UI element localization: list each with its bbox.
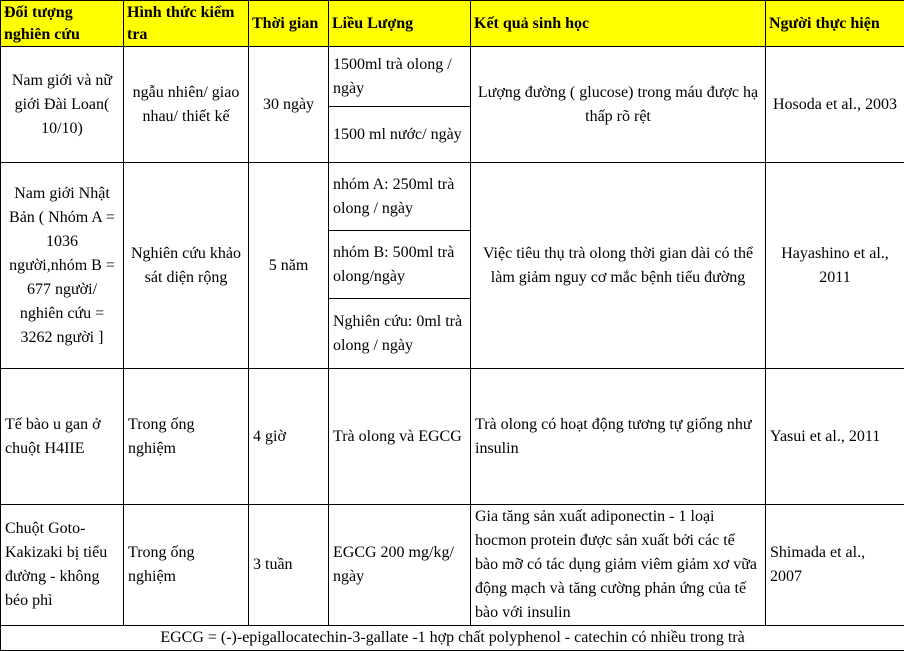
table-row — [1, 47, 904, 107]
cell-subject: Nam giới Nhật Bản ( Nhóm A = 1036 người,nhóm B = 677 người/ nghiên cứu = 3262 người ] — [1, 163, 124, 369]
cell-method: Trong ống nghiệm — [124, 369, 249, 505]
cell-subject: Chuột Goto-Kakizaki bị tiểu đường - không béo phì — [1, 505, 124, 626]
cell-duration: 3 tuần — [249, 505, 329, 626]
header-dosage: Liều Lượng — [329, 1, 471, 47]
table-row — [1, 505, 904, 626]
footnote: EGCG = (-)-epigallocatechin-3-gallate -1 hợp chất polyphenol - catechin có nhiều trong trà — [1, 626, 904, 651]
cell-author: Hosoda et al., 2003 — [766, 47, 904, 163]
cell-duration: 4 giờ — [249, 369, 329, 505]
cell-author: Yasui et al., 2011 — [766, 369, 904, 505]
table-row — [1, 369, 904, 505]
cell-result: Trà olong có hoạt động tương tự giống như insulin — [471, 369, 766, 505]
header-result: Kết quả sinh học — [471, 1, 766, 47]
header-author: Người thực hiện — [766, 1, 904, 47]
cell-result: Lượng đường ( glucose) trong máu được hạ thấp rõ rệt — [471, 47, 766, 163]
footnote-row — [1, 626, 904, 651]
cell-dosage: 1500ml trà olong / ngày — [329, 47, 471, 107]
cell-result: Việc tiêu thụ trà olong thời gian dài có thể làm giảm nguy cơ mắc bệnh tiểu đường — [471, 163, 766, 369]
cell-subject: Tế bào u gan ở chuột H4IIE — [1, 369, 124, 505]
header-method: Hình thức kiểm tra — [124, 1, 249, 47]
cell-dosage: Nghiên cứu: 0ml trà olong / ngày — [329, 299, 471, 369]
cell-dosage: nhóm A: 250ml trà olong / ngày — [329, 163, 471, 231]
cell-dosage: EGCG 200 mg/kg/ ngày — [329, 505, 471, 626]
cell-dosage: nhóm B: 500ml trà olong/ngày — [329, 231, 471, 299]
cell-dosage: 1500 ml nước/ ngày — [329, 107, 471, 163]
cell-subject: Nam giới và nữ giới Đài Loan( 10/10) — [1, 47, 124, 163]
cell-duration: 30 ngày — [249, 47, 329, 163]
cell-duration: 5 năm — [249, 163, 329, 369]
cell-author: Shimada et al., 2007 — [766, 505, 904, 626]
cell-dosage: Trà olong và EGCG — [329, 369, 471, 505]
cell-method: Trong ống nghiệm — [124, 505, 249, 626]
header-duration: Thời gian — [249, 1, 329, 47]
table-row — [1, 163, 904, 231]
header-subject: Đối tượng nghiên cứu — [1, 1, 124, 47]
cell-method: Nghiên cứu khảo sát diện rộng — [124, 163, 249, 369]
cell-author: Hayashino et al., 2011 — [766, 163, 904, 369]
cell-method: ngẫu nhiên/ giao nhau/ thiết kế — [124, 47, 249, 163]
cell-result: Gia tăng sản xuất adiponectin - 1 loại hocmon protein được sản xuất bởi các tế bào mỡ có tác dụng giảm viêm giảm xơ vữa động mạch và tăng cường phản ứng của tế bào với insulin — [471, 505, 766, 626]
header-row — [1, 1, 904, 47]
